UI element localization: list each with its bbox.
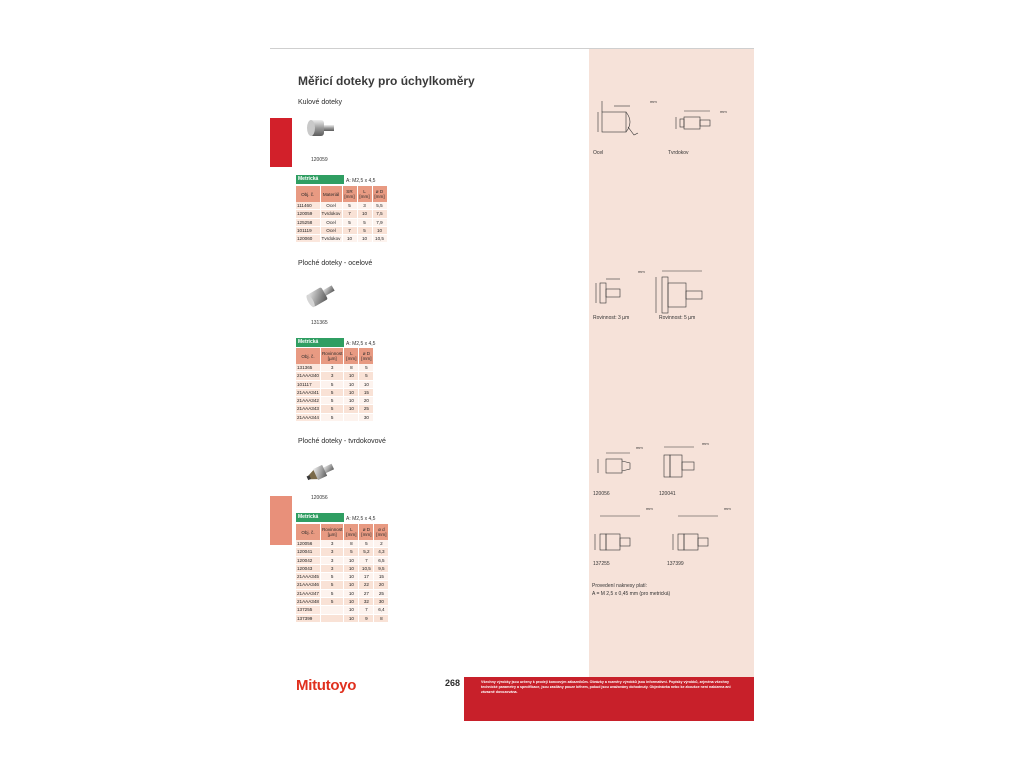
diagram-label-rovinnost-3: Rovinnost: 3 µm (593, 315, 630, 321)
svg-text:mm: mm (702, 441, 709, 446)
table-row (296, 405, 374, 413)
order-number-cell: 120060 (296, 235, 320, 243)
table-row (296, 548, 389, 556)
table-header-cell: L [mm] (344, 348, 359, 364)
table-cell: 10 (372, 226, 387, 234)
table-cell: 5 (357, 226, 372, 234)
table-cell: 7 (342, 210, 357, 218)
table-header-cell: ø d [mm] (374, 524, 389, 540)
order-number-cell: 131365 (296, 364, 320, 372)
table-cell: Ocel (320, 218, 342, 226)
flat-carbide-contact-drawings-1 (590, 441, 750, 491)
table-cell: Tvrdokov (321, 211, 341, 217)
table-cell: 5 (320, 388, 343, 396)
table-header-cell: ø D [mm] (372, 186, 387, 202)
table-cell: 9,5 (374, 564, 389, 572)
table-cell: 5,5 (372, 202, 387, 210)
table-row (296, 413, 374, 421)
table-cell: 3 (320, 548, 343, 556)
table-cell: 5 (344, 548, 359, 556)
diagram-label-120041: 120041 (659, 491, 676, 497)
table-cell: 5 (359, 364, 374, 372)
flat-steel-contact-photo (304, 281, 338, 309)
diagram-label-tvrdokov: Tvrdokov (668, 150, 689, 156)
table-cell: 10 (344, 388, 359, 396)
spec-table-ball (296, 186, 388, 243)
table-row (296, 372, 374, 380)
order-number-cell: 101119 (296, 226, 320, 234)
section-tab-red (270, 118, 292, 167)
table-header-cell: Obj. č. (296, 186, 320, 202)
table-header-cell: Rovinnost [µm] (320, 348, 343, 364)
table-row (296, 388, 374, 396)
table-cell: 10 (359, 380, 374, 388)
order-number-cell: 101117 (296, 380, 320, 388)
table-row (296, 226, 387, 234)
table-cell: Ocel (320, 202, 342, 210)
table-cell: 5 (320, 397, 343, 405)
table-cell: 20 (359, 397, 374, 405)
svg-text:mm: mm (636, 445, 643, 450)
table-cell: 27 (359, 589, 374, 597)
order-number-cell: 120056 (296, 540, 320, 548)
table-row (296, 364, 374, 372)
table-cell: Ocel (320, 226, 342, 234)
table-cell: 5 (320, 589, 343, 597)
table-cell: 10 (344, 405, 359, 413)
table-cell: 3 (320, 364, 343, 372)
order-number-cell: 120041 (296, 548, 320, 556)
table-row (296, 556, 389, 564)
table-cell: 8 (344, 364, 359, 372)
order-number-cell: 137255 (296, 606, 320, 614)
table-row (296, 606, 389, 614)
order-number-cell: 111460 (296, 202, 320, 210)
metric-bar-ball: Metrická (296, 175, 344, 184)
order-number-cell: 21AAA344 (297, 414, 319, 420)
thread-note-ball: A: M2,5 x 4,5 (346, 178, 376, 184)
table-row (296, 380, 374, 388)
order-number-cell: 120043 (296, 564, 320, 572)
page-number: 268 (445, 678, 461, 688)
table-cell: 25 (374, 589, 389, 597)
table-cell: 10 (344, 397, 359, 405)
svg-text:mm: mm (638, 269, 645, 274)
section-heading-flat-steel: Ploché doteky - ocelové (298, 260, 373, 267)
table-cell: 3 (320, 540, 343, 548)
table-cell: 10 (344, 589, 359, 597)
diagram-label-ocel: Ocel (593, 150, 604, 156)
diagram-label-rovinnost-5: Rovinnost: 5 µm (659, 315, 696, 321)
table-row (296, 397, 374, 405)
table-cell: 5 (320, 598, 343, 606)
table-row (296, 218, 387, 226)
table-cell: 10 (344, 598, 359, 606)
table-cell: 5 (320, 581, 343, 589)
order-number-cell: 21AAA342 (297, 398, 319, 404)
table-cell: 9 (359, 614, 374, 622)
order-number-cell: 21AAA340 (297, 373, 319, 379)
footer-disclaimer: Všechny výrobky jsou určeny k prodeji koncovým zákazníkům. Obrázky a rozměry výrobků jsou informativní. Popisky výrobků, zejména všechny technické parametry a specifikace, jsou zasílány pouze během, pokud jsou uvažovány dohodnuty. Objednávka nebo ke zkoušce není nabízena ani závazně dovozována. (481, 680, 731, 694)
table-cell: 4,3 (374, 548, 389, 556)
table-cell (344, 413, 359, 421)
table-cell: 10 (344, 606, 359, 614)
order-number-cell: 21AAA348 (297, 599, 319, 605)
table-cell: Tvrdokov (321, 236, 341, 242)
photo-code-flat-steel: 131365 (311, 320, 328, 326)
table-cell: 20 (374, 581, 389, 589)
table-cell: 7 (359, 606, 374, 614)
table-cell: 25 (359, 405, 374, 413)
order-number-cell: 21AAA345 (297, 574, 319, 580)
photo-code-ball: 120059 (311, 157, 328, 163)
table-cell: 5 (342, 218, 357, 226)
table-row (296, 210, 387, 218)
table-cell: 10 (344, 380, 359, 388)
table-cell: 7,9 (372, 218, 387, 226)
table-cell: 5,2 (359, 548, 374, 556)
table-cell: 3 (320, 372, 343, 380)
ball-contact-drawings (590, 97, 750, 157)
order-number-cell: 21AAA341 (297, 389, 319, 395)
order-number-cell: 137399 (296, 614, 320, 622)
table-cell: 22 (359, 581, 374, 589)
table-cell: 10,5 (359, 564, 374, 572)
table-cell: 3 (320, 556, 343, 564)
table-header-cell: ø D [mm] (359, 348, 374, 364)
table-cell: 5 (357, 218, 372, 226)
table-cell: 5 (320, 405, 343, 413)
table-cell: 30 (359, 413, 374, 421)
table-cell: 5 (320, 413, 343, 421)
page-title: Měřicí doteky pro úchylkoměry (298, 74, 475, 88)
table-cell: 10 (342, 235, 357, 243)
table-row (296, 202, 387, 210)
metric-bar-flat-steel: Metrická (296, 338, 344, 347)
table-header-cell: L [mm] (357, 186, 372, 202)
table-cell: 15 (359, 388, 374, 396)
table-row (296, 235, 387, 243)
ball-contact-photo (304, 115, 338, 143)
table-header-cell: SR [mm] (342, 186, 357, 202)
thread-note-flat-steel: A: M2,5 x 4,5 (346, 341, 376, 347)
table-cell: 10 (344, 614, 359, 622)
table-cell: 8 (344, 540, 359, 548)
table-header-cell: L [mm] (344, 524, 359, 540)
table-cell: 10 (344, 372, 359, 380)
mitutoyo-logo: Mitutoyo (296, 677, 357, 694)
table-cell (320, 614, 343, 622)
order-number-cell: 21AAA346 (297, 582, 319, 588)
note-line-1: Provedení naknesy platí: (592, 583, 648, 589)
table-cell: 6,5 (374, 556, 389, 564)
table-cell: 10 (344, 573, 359, 581)
spec-table-flat-carbide (296, 524, 389, 623)
table-cell (320, 606, 343, 614)
table-cell: 17 (359, 573, 374, 581)
note-line-2: A = M 2,5 x 0,45 mm (pro metrická) (592, 591, 671, 597)
table-cell: 2 (374, 540, 389, 548)
table-header-cell: Obj. č. (296, 524, 320, 540)
table-row (296, 564, 389, 572)
svg-text:mm: mm (646, 506, 653, 511)
photo-code-flat-carbide: 120056 (311, 495, 328, 501)
section-heading-flat-carbide: Ploché doteky - tvrdokovové (298, 438, 386, 445)
section-tab-salmon (270, 496, 292, 545)
svg-text:mm: mm (650, 99, 657, 104)
table-cell: 5 (320, 380, 343, 388)
table-cell: 6,4 (374, 606, 389, 614)
catalog-page (270, 48, 754, 720)
svg-text:mm: mm (724, 506, 731, 511)
table-cell: 3 (320, 564, 343, 572)
table-cell: 5 (320, 573, 343, 581)
order-number-cell: 21AAA343 (297, 406, 319, 412)
table-cell: 7,5 (372, 210, 387, 218)
diagram-label-137399: 137399 (667, 561, 684, 567)
table-cell: 5 (359, 372, 374, 380)
flat-steel-contact-drawings (590, 267, 750, 317)
spec-table-flat-steel (296, 348, 374, 422)
flat-carbide-contact-drawings-2 (590, 504, 750, 564)
table-header-cell: Rovinnost [µm] (320, 524, 343, 540)
table-cell: 5 (342, 202, 357, 210)
table-header-cell: Obj. č. (296, 348, 320, 364)
table-cell: 15 (374, 573, 389, 581)
table-row (296, 581, 389, 589)
flat-carbide-contact-photo (304, 458, 338, 486)
table-cell: 7 (342, 226, 357, 234)
table-header-cell: ø D [mm] (359, 524, 374, 540)
svg-text:mm: mm (720, 109, 727, 114)
table-row (296, 573, 389, 581)
diagram-label-120056: 120056 (593, 491, 610, 497)
table-header-cell: Materiál (320, 186, 342, 202)
table-cell: 10 (344, 564, 359, 572)
thread-note-flat-carbide: A: M2,5 x 4,5 (346, 516, 376, 522)
table-row (296, 589, 389, 597)
table-cell: 10 (357, 210, 372, 218)
table-cell: 30 (374, 598, 389, 606)
table-cell: 10 (344, 581, 359, 589)
table-cell: 10,5 (372, 235, 387, 243)
table-cell: 3 (357, 202, 372, 210)
table-row (296, 598, 389, 606)
table-cell: 7 (359, 556, 374, 564)
section-heading-ball: Kulové doteky (298, 99, 342, 106)
footer-band (464, 677, 754, 721)
order-number-cell: 125258 (296, 218, 320, 226)
order-number-cell: 120042 (296, 556, 320, 564)
table-cell: 10 (344, 556, 359, 564)
table-cell: 5 (359, 540, 374, 548)
order-number-cell: 21AAA347 (297, 590, 319, 596)
table-cell: 32 (359, 598, 374, 606)
metric-bar-flat-carbide: Metrická (296, 513, 344, 522)
table-row (296, 540, 389, 548)
table-row (296, 614, 389, 622)
order-number-cell: 120059 (296, 210, 320, 218)
table-cell: 10 (357, 235, 372, 243)
diagram-label-137255: 137255 (593, 561, 610, 567)
table-cell: 8 (374, 614, 389, 622)
